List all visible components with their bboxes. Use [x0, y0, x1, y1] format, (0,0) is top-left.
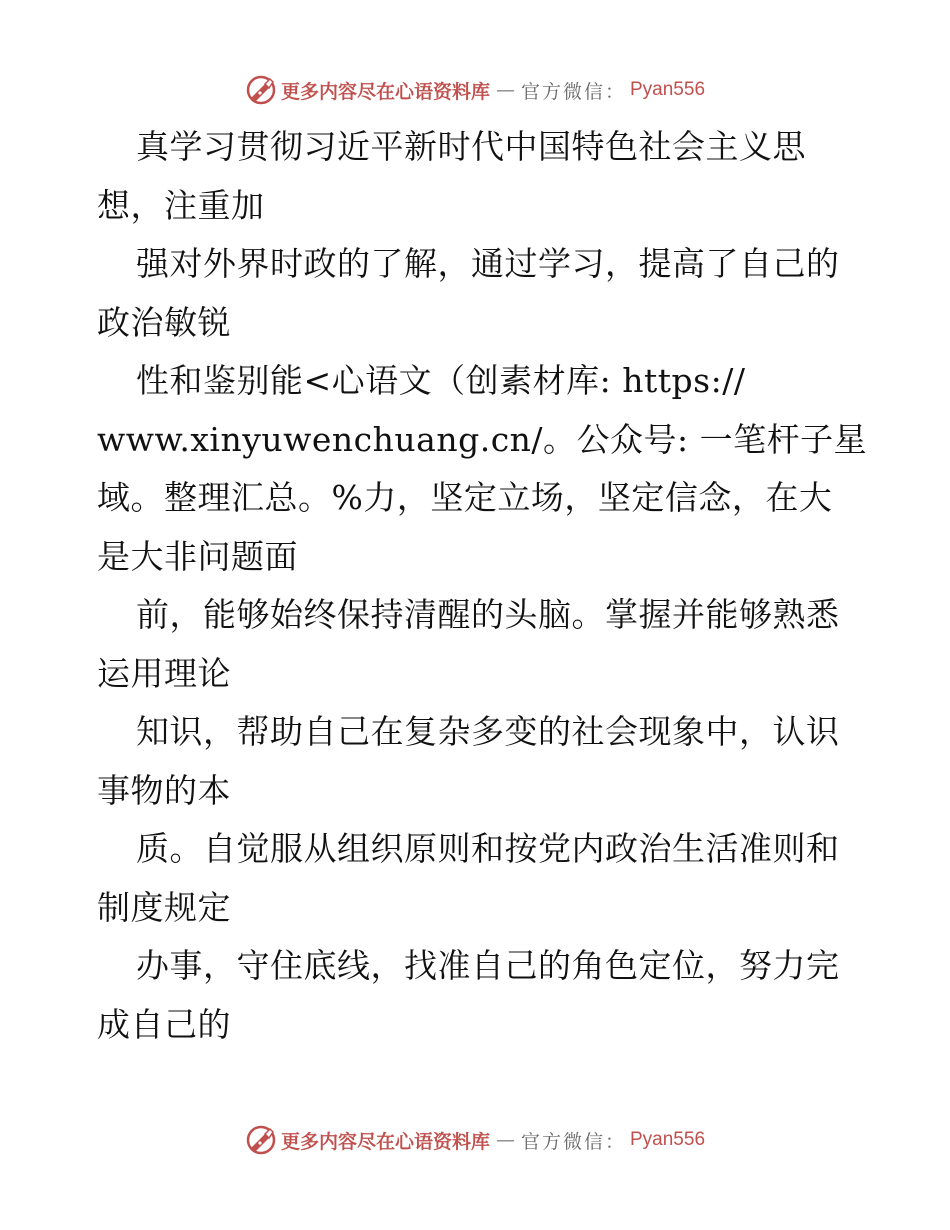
body-line: 成自己的 — [97, 1004, 231, 1044]
body-line: 政治敏锐 — [97, 302, 231, 342]
body-line: 前，能够始终保持清醒的头脑。掌握并能够熟悉 — [136, 595, 840, 634]
pen-nib-logo-icon — [245, 1124, 277, 1156]
body-line: 运用理论 — [97, 653, 231, 693]
body-line: 域。整理汇总。%力，坚定立场，坚定信念，在大 — [97, 478, 833, 517]
footer-brand — [245, 1124, 705, 1156]
footer-wechat-id: Pyan556 — [630, 1129, 706, 1150]
header-wechat-label: 官方微信： — [520, 80, 626, 103]
body-line: 事物的本 — [97, 770, 231, 810]
page-header — [0, 70, 950, 110]
pen-nib-logo-icon — [245, 74, 277, 106]
body-line: 知识，帮助自己在复杂多变的社会现象中，认识 — [136, 712, 840, 751]
page-footer — [0, 1120, 950, 1160]
body-line: 制度规定 — [97, 887, 231, 927]
footer-dash: — — [495, 1129, 515, 1151]
body-line: 真学习贯彻习近平新时代中国特色社会主义思 — [136, 127, 806, 166]
header-dash: — — [495, 79, 515, 101]
body-line: 性和鉴别能<心语文（创素材库: https:// — [136, 361, 746, 400]
footer-wechat-label: 官方微信： — [520, 1130, 626, 1153]
header-brand — [245, 74, 705, 106]
body-line: 想，注重加 — [97, 185, 265, 225]
document-body — [97, 118, 868, 1054]
body-line: 强对外界时政的了解，通过学习，提高了自己的 — [136, 244, 840, 283]
header-brand-text: 更多内容尽在心语资料库 — [280, 80, 490, 103]
header-wechat-id: Pyan556 — [630, 79, 706, 100]
body-line: 是大非问题面 — [97, 536, 298, 576]
body-line: 质。自觉服从组织原则和按党内政治生活准则和 — [136, 829, 840, 868]
footer-brand-text: 更多内容尽在心语资料库 — [280, 1130, 490, 1153]
body-line: 办事，守住底线，找准自己的角色定位，努力完 — [136, 946, 840, 985]
body-line: www.xinyuwenchuang.cn/。公众号: 一笔杆子星 — [97, 419, 868, 459]
